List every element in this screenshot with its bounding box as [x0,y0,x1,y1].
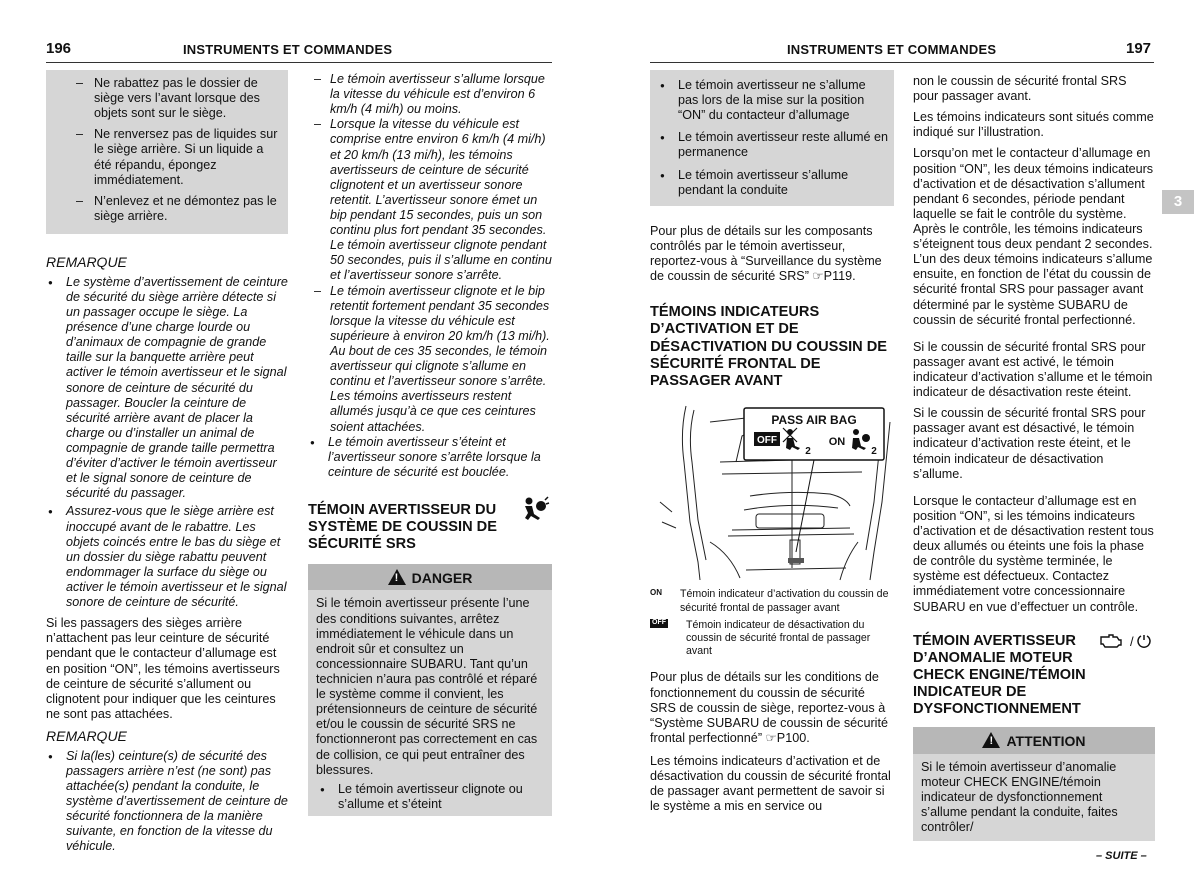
list-item: ● Le témoin avertisseur s’allume pendant la conduite [658,168,888,198]
remark-title: REMARQUE [46,727,127,744]
page-number-left: 196 [46,40,72,57]
warning-triangle-icon [982,732,1000,748]
left-col-2 [308,72,552,816]
list-item: – Lorsque la vitesse du véhicule est comprise entre environ 6 km/h (4 mi/h) et 20 km/h (13 mi/h), les témoins avertisseurs de ceinture de sécurité clignotent et un avertisseur sonore retentit. L’avertisseur sonore émet un bip pendant 15 secondes, puis un son continu plus fort pendant 35 secondes. Le témoin avertisseur clignote pendant 50 secondes, puis il s’allume en continu et l’avertisseur sonore s’arrête. [308,117,552,283]
attention-box [913,727,1155,841]
page-number-right: 197 [1126,40,1152,57]
left-col-1 [46,70,288,855]
list-item: – Le témoin avertisseur clignote et le bip retentit fortement pendant 35 secondes lorsque la vitesse du véhicule est supérieure à environ 20 km/h (13 mi/h). Au bout de ces 35 secondes, le témoin avertisseur qui clignote s’allume en continu et l’avertisseur sonore s’arrête. Les témoins avertisseurs restent allumés jusqu’à ce que ces ceintures soient attachées. [308,284,552,435]
page-header-left: INSTRUMENTS ET COMMANDES [183,42,393,57]
legend-text: Témoin indicateur de désactivation du coussin de sécurité frontal de passager avant [686,618,871,658]
paragraph: Lorsque le contacteur d’allumage est en position “ON”, si les témoins indicateurs d’activation et de désactivation restent tous deux allumés ou éteints une fois la phase de contrôle du système terminée, le système est défectueux. Contactez immédiatement votre concessionnaire SUBARU en vue d’effectuer un contrôle. [913,493,1154,614]
paragraph: Si le coussin de sécurité frontal SRS pour passager avant est désactivé, le témoin indicateur d’activation reste éteint, et le témoin indicateur de désactivation s’allume. [913,406,1146,481]
on-passenger-small-icon: ON [650,588,662,598]
list-item: – N’enlevez et ne démontez pas le siège arrière. [46,194,282,224]
gray-danger-continued [650,70,894,206]
list-item: – Ne renversez pas de liquides sur le siège arrière. Si un liquide a été répandu, épongez immédiatement. [46,127,282,187]
remark-bullet: ● Assurez-vous que le siège arrière est inoccupé avant de le rabattre. Les objets coincés entre le bas du siège et un dossier du siège rabattu peuvent endommager la surface du siège ou activer le témoin avertisseur et le signal sonore de ceinture de sécurité. [46,504,288,610]
pass-airbag-figure [650,402,894,586]
right-col-2 [913,74,1155,841]
continued-footer: – SUITE – [1096,850,1147,862]
seat-number: 2 [871,446,877,458]
right-col-1 [650,70,894,814]
off-indicator-label: OFF [757,435,777,447]
attention-header [913,727,1155,754]
srs-warning-icon [520,496,550,522]
paragraph: non le coussin de sécurité frontal SRS pour passager avant. [913,74,1127,104]
on-indicator-label: ON [828,436,846,449]
danger-title: DANGER [411,569,473,586]
paragraph: Les témoins indicateurs d’activation et de désactivation du coussin de sécurité frontal de passager avant permettent de savoir si le système a mis en service ou [650,754,891,814]
check-engine-icon [1097,633,1155,649]
danger-header [308,564,552,591]
remark-bullet: ● Le système d’avertissement de ceinture de sécurité du siège arrière détecte si un passager occupe le siège. La présence d’une charge lourde ou d’animaux de compagnie de grande taille sur la banquette arrière peut activer le témoin avertisseur et le signal sonore de ceinture de sécurité du passager. Boucler la ceinture de sécurité arrière avant de placer la charge ou d’installer un animal de compagnie de grande taille permettra d’éviter d’activer le témoin avertisseur et le signal sonore de ceinture de sécurité du passager. [46,275,288,502]
list-item: – Le témoin avertisseur s’allume lorsque la vitesse du véhicule est d’environ 6 km/h (4 mi/h) ou moins. [308,72,552,117]
list-item: ● Le témoin avertisseur ne s’allume pas lors de la mise sur la position “ON” du contacteur d’allumage [658,78,888,123]
legend-text: Témoin indicateur d’activation du coussin de sécurité frontal de passager avant [680,588,889,614]
danger-text: Si le témoin avertisseur présente l’une des conditions suivantes, arrêtez immédiatement le véhicule dans un endroit sûr et consultez un concessionnaire SUBARU. Tant qu’un technicien n’aura pas contrôlé et réparé le système comme il convient, les prétensionneurs de ceinture de sécurité et/ou le coussin de sécurité SRS ne fonctionneront pas correctement en cas de collision, ce qui peut entraîner des blessures. [316,596,538,777]
paragraph: Si le coussin de sécurité frontal SRS pour passager avant est activé, le témoin indicateur d’activation s’allume et le témoin indicateur de désactivation reste éteint. [913,339,1153,400]
chapter-tab: 3 [1162,190,1194,214]
list-item: ● Le témoin avertisseur s’éteint et l’avertisseur sonore s’arrête lorsque la ceinture de sécurité est bouclée. [308,435,552,480]
paragraph: Les témoins indicateurs sont situés comme indiqué sur l’illustration. [913,110,1154,140]
attention-text: Si le témoin avertisseur d’anomalie moteur CHECK ENGINE/témoin indicateur de dysfonctionnement s’allume pendant la conduite, faites contrôler/ [921,759,1118,834]
off-passenger-small-icon: OFF [652,618,666,626]
remark-bullet: ● Si la(les) ceinture(s) de sécurité des passagers arrière n’est (ne sont) pas attachée(s) pendant la conduite, le système d’avertissement de ceinture de sécurité fonctionnera de la manière suivante, en fonction de la vitesse du véhicule. [46,749,288,855]
seat-number: 2 [805,446,811,458]
header-rule-left [46,62,552,63]
legend-item-on [650,588,894,614]
svg-text:/: / [1130,633,1134,649]
danger-bullet: ● Le témoin avertisseur clignote ou s’allume et s’éteint [318,782,544,812]
paragraph: Pour plus de détails sur les conditions de fonctionnement du coussin de sécurité SRS de coussin de siège, reportez-vous à “Système SUBARU de coussin de sécurité frontal perfectionné” ☞P100. [650,670,888,745]
paragraph: Lorsqu’on met le contacteur d’allumage en position “ON”, les deux témoins indicateurs d’activation et de désactivation s’allument pendant 6 secondes, période pendant laquelle se fait le contrôle du système. Après le contrôle, les témoins indicateurs s’éteignent tous deux pendant 2 secondes. L’un des deux témoins indicateurs s’allume ensuite, en fonction de l’état du coussin de sécurité frontal SRS pour passager avant déterminé par le système SUBARU de coussin de sécurité frontal perfectionné. [913,146,1154,327]
page-header-right: INSTRUMENTS ET COMMANDES [787,42,997,57]
attention-title: ATTENTION [1006,732,1086,749]
gray-caution-continued [46,70,288,234]
legend-item-off [650,619,894,659]
remark-title: REMARQUE [46,253,127,270]
paragraph: Si les passagers des sièges arrière n’attachent pas leur ceinture de sécurité pendant que le contacteur d’allumage est en position “ON”, les témoins avertisseurs de ceinture de sécurité s’allument ou clignotent pour indiquer que les ceintures ne sont pas attachées. [46,616,280,721]
section-title-check-engine: TÉMOIN AVERTISSEUR D’ANOMALIE MOTEUR CHECK ENGINE/TÉMOIN INDICATEUR DE DYSFONCTIONNEMENT [913,632,1086,718]
list-item: ● Le témoin avertisseur reste allumé en permanence [658,130,888,160]
section-title-pass-airbag: TÉMOINS INDICATEURS D’ACTIVATION ET DE DÉSACTIVATION DU COUSSIN DE SÉCURITÉ FRONTAL DE PASSAGER AVANT [650,304,888,390]
paragraph: Pour plus de détails sur les composants contrôlés par le témoin avertisseur, reportez-vous à “Surveillance du système de coussin de sécurité SRS” ☞P119. [650,223,882,284]
danger-box [308,564,552,816]
list-item: – Ne rabattez pas le dossier de siège vers l’avant lorsque des objets sont sur le siège. [46,76,282,121]
dashboard-illustration [650,402,894,586]
warning-triangle-icon [388,569,406,585]
header-rule-right [650,62,1154,63]
figure-legend [650,588,894,658]
section-title-srs: TÉMOIN AVERTISSEUR DU SYSTÈME DE COUSSIN DE SÉCURITÉ SRS [308,501,497,553]
panel-label: PASS AIR BAG [771,413,857,428]
